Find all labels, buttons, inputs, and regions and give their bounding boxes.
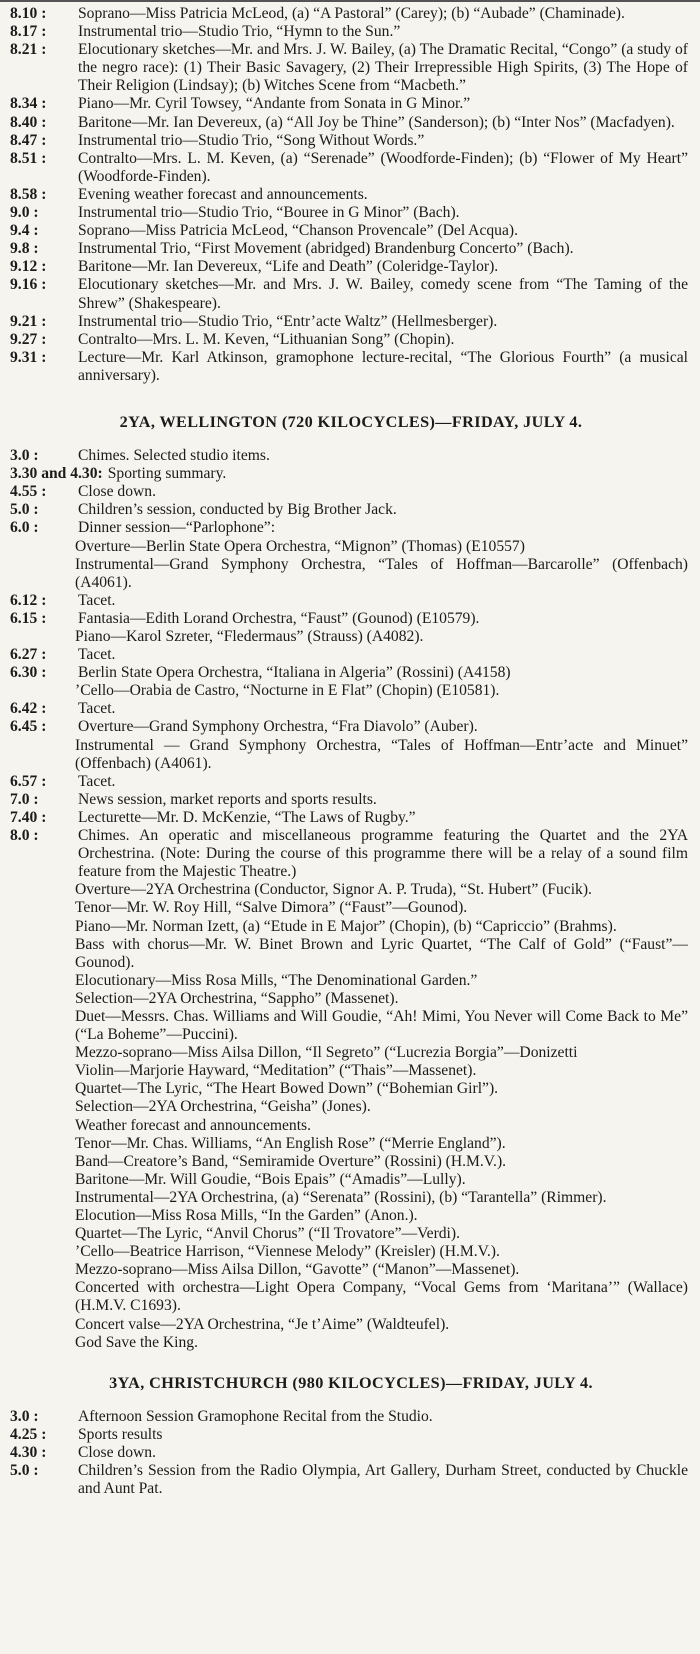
evening-item: Tenor—Mr. Chas. Williams, “An English Rose” (“Merrie England”). [75, 1134, 506, 1152]
entry-time: 6.27 : [10, 646, 47, 664]
entry-time: 6.12 : [10, 591, 47, 609]
entry-text: Baritone—Mr. Ian Devereux, “Life and Death” (Coleridge-Taylor). [78, 258, 499, 276]
programme-entry [10, 240, 692, 258]
entry-text: Evening weather forecast and announcements. [78, 185, 368, 203]
entry-time: 8.51 : [10, 149, 47, 167]
evening-item: Instrumental—2YA Orchestrina, (a) “Serenata” (Rossini), (b) “Tarantella” (Rimmer). [75, 1188, 607, 1206]
evening-item: Concerted with orchestra—Light Opera Company, “Vocal Gems from ‘Maritana’” (Wallace) (H.M.V. C1693). [75, 1279, 688, 1315]
entry-time: 4.25 : [10, 1425, 47, 1443]
programme-entry [10, 447, 692, 465]
programme-entry [10, 331, 692, 349]
programme-entry [10, 95, 692, 113]
programme-entry [10, 519, 692, 537]
top-rule [0, 0, 700, 2]
evening-item: ’Cello—Beatrice Harrison, “Viennese Melody” (Kreisler) (H.M.V.). [75, 1243, 500, 1261]
entry-text: Close down. [78, 1444, 156, 1462]
programme-entry [10, 258, 692, 276]
entry-text: Chimes. Selected studio items. [78, 447, 270, 465]
programme-entry [10, 718, 692, 736]
entry-time: 5.0 : [10, 501, 39, 519]
entry-time: 6.30 : [10, 664, 47, 682]
entry-time: 9.27 : [10, 330, 47, 348]
entry-text: Tacet. [78, 591, 116, 609]
entry-time: 9.8 : [10, 240, 39, 258]
entry-time: 3.0 : [10, 1407, 39, 1425]
programme-entry [10, 1444, 692, 1462]
entry-text: Instrumental Trio, “First Movement (abridged) Brandenburg Concerto” (Bach). [78, 240, 574, 258]
programme-entry [10, 222, 692, 240]
entry-text: Piano—Mr. Cyril Towsey, “Andante from Sonata in G Minor.” [78, 95, 471, 113]
programme-entry [10, 132, 692, 150]
evening-item: Quartet—The Lyric, “The Heart Bowed Down” (“Bohemian Girl”). [75, 1080, 499, 1098]
entry-time: 4.30 : [10, 1444, 47, 1462]
radio-programme-page [10, 5, 692, 1498]
evening-item: Overture—2YA Orchestrina (Conductor, Signor A. P. Truda), “St. Hubert” (Fucik). [75, 881, 592, 899]
entry-time: 7.40 : [10, 808, 47, 826]
evening-item: Band—Creatore’s Band, “Semiramide Overture” (Rossini) (H.M.V.). [75, 1152, 507, 1170]
entry-time: 8.58 : [10, 185, 47, 203]
entry-text: Contralto—Mrs. L. M. Keven, “Lithuanian Song” (Chopin). [78, 330, 455, 348]
programme-entry [10, 465, 692, 483]
entry-text: Soprano—Miss Patricia McLeod, “Chanson Provencale” (Del Acqua). [78, 222, 518, 240]
entry-time: 8.10 : [10, 5, 47, 22]
entry-time: 6.57 : [10, 772, 47, 790]
programme-entry [10, 204, 692, 222]
entry-text: Instrumental trio—Studio Trio, “Hymn to the Sun.” [78, 23, 401, 41]
entry-text: Lecture—Mr. Karl Atkinson, gramophone lecture-recital, “The Glorious Fourth” (a musical anniversary). [78, 348, 688, 384]
entry-text: Sports results [78, 1425, 163, 1443]
programme-entry [10, 592, 692, 610]
entry-text: Afternoon Session Gramophone Recital from the Studio. [78, 1407, 433, 1425]
section-1ya-continued [10, 5, 692, 385]
entry-text: Tacet. [78, 772, 116, 790]
programme-entry [10, 276, 692, 312]
programme-entry [10, 1408, 692, 1426]
programme-entry [10, 114, 692, 132]
entry-time: 8.21 : [10, 41, 47, 59]
programme-entry [10, 664, 692, 682]
entry-time: 8.34 : [10, 95, 47, 113]
entry-text: Dinner session—“Parlophone”: [78, 519, 276, 537]
entry-text: Tacet. [78, 646, 116, 664]
programme-entry [10, 313, 692, 331]
dinner-item: Piano—Karol Szreter, “Fledermaus” (Strauss) (A4082). [75, 628, 424, 645]
programme-entry [10, 1426, 692, 1444]
evening-item: Violin—Marjorie Hayward, “Meditation” (“Thais”—Massenet). [75, 1062, 477, 1080]
evening-item: Mezzo-soprano—Miss Ailsa Dillon, “Gavotte” (“Manon”—Massenet). [75, 1261, 520, 1279]
entry-time: 8.17 : [10, 23, 47, 41]
entry-text: Instrumental trio—Studio Trio, “Entr’acte Waltz” (Hellmesberger). [78, 312, 498, 330]
entry-text: Baritone—Mr. Ian Devereux, (a) “All Joy be Thine” (Sanderson); (b) “Inter Nos” (Macfadyen). [78, 113, 675, 131]
entry-time: 7.0 : [10, 790, 39, 808]
entry-text: Tacet. [78, 700, 116, 718]
evening-item: Elocution—Miss Rosa Mills, “In the Garden” (Anon.). [75, 1207, 418, 1224]
entry-time: 6.15 : [10, 609, 47, 627]
evening-item: Selection—2YA Orchestrina, “Sappho” (Massenet). [75, 989, 399, 1007]
entry-time: 3.0 : [10, 447, 39, 465]
entry-time: 9.0 : [10, 204, 39, 222]
programme-entry [10, 773, 692, 791]
entry-time: 8.0 : [10, 827, 39, 845]
entry-text: Berlin State Opera Orchestra, “Italiana in Algeria” (Rossini) (A4158) [78, 664, 511, 682]
entry-text: Instrumental trio—Studio Trio, “Bouree in G Minor” (Bach). [78, 204, 460, 222]
evening-item: Bass with chorus—Mr. W. Binet Brown and Lyric Quartet, “The Calf of Gold” (“Faust”—Gounod). [75, 935, 688, 971]
dinner-item: Instrumental — Grand Symphony Orchestra, “Tales of Hoffman—Entr’acte and Minuet” (Offenbach) (A4061). [75, 736, 688, 772]
programme-entry [10, 827, 692, 881]
evening-item: Concert valse—2YA Orchestrina, “Je t’Aime” (Waldteufel). [75, 1315, 450, 1333]
evening-item: Quartet—The Lyric, “Anvil Chorus” (“Il Trovatore”—Verdi). [75, 1225, 460, 1243]
entry-text: News session, market reports and sports results. [78, 790, 377, 808]
entry-time: 4.55 : [10, 483, 47, 501]
section-3ya [10, 1408, 692, 1498]
evening-item: Selection—2YA Orchestrina, “Geisha” (Jones). [75, 1098, 371, 1116]
entry-time: 9.12 : [10, 258, 47, 276]
entry-time: 6.42 : [10, 700, 47, 718]
section-2ya [10, 447, 692, 1352]
entry-text: Chimes. An operatic and miscellaneous programme featuring the Quartet and the 2YA Orchestrina. (Note: During the course of this programme there will be a relay of a sound film feature from the Majestic Theatre.) [78, 827, 688, 881]
programme-entry [10, 483, 692, 501]
entry-time: 9.4 : [10, 222, 39, 240]
evening-item: Tenor—Mr. W. Roy Hill, “Salve Dimora” (“Faust”—Gounod). [75, 899, 468, 917]
programme-entry [10, 41, 692, 95]
programme-entry [10, 501, 692, 519]
programme-entry [10, 809, 692, 827]
entry-text: Children’s Session from the Radio Olympia, Art Gallery, Durham Street, conducted by Chuckle and Aunt Pat. [78, 1462, 688, 1498]
entry-time: 6.45 : [10, 718, 47, 736]
evening-item: Mezzo-soprano—Miss Ailsa Dillon, “Il Segreto” (“Lucrezia Borgia”—Donizetti [75, 1044, 578, 1062]
entry-time: 8.47 : [10, 131, 47, 149]
entry-text: Contralto—Mrs. L. M. Keven, (a) “Serenade” (Woodforde-Finden); (b) “Flower of My Heart” (Woodforde-Finden). [78, 149, 688, 185]
evening-item: God Save the King. [75, 1333, 198, 1351]
programme-entry [10, 349, 692, 385]
programme-entry [10, 150, 692, 186]
evening-item: Baritone—Mr. Will Goudie, “Bois Epais” (“Amadis”—Lully). [75, 1170, 466, 1188]
entry-text: Children’s session, conducted by Big Brother Jack. [78, 501, 397, 519]
entry-time: 9.21 : [10, 312, 47, 330]
entry-text: Elocutionary sketches—Mr. and Mrs. J. W. Bailey, (a) The Dramatic Recital, “Congo” (a study of the negro race): (1) Their Basic Savagery, (2) Their Irrepressible High Spirits, (3) The Hope of Their Religion (Lindsay); (b) Witches Scene from “Macbeth.” [78, 41, 688, 95]
entry-text: Instrumental trio—Studio Trio, “Song Without Words.” [78, 131, 425, 149]
entry-text: Lecturette—Mr. D. McKenzie, “The Laws of Rugby.” [78, 808, 416, 826]
evening-item: Duet—Messrs. Chas. Williams and Will Goudie, “Ah! Mimi, You Never will Come Back to Me” (“La Boheme”—Puccini). [75, 1007, 688, 1044]
entry-text: Sporting summary. [107, 465, 227, 483]
entry-time: 8.40 : [10, 113, 47, 131]
programme-entry [10, 23, 692, 41]
entry-time: 3.30 and 4.30: [10, 465, 103, 483]
entry-text: Close down. [78, 483, 156, 501]
station-heading-3ya: 3YA, CHRISTCHURCH (980 KILOCYCLES)—FRIDAY, JULY 4. [109, 1373, 593, 1392]
evening-item: Weather forecast and announcements. [75, 1116, 312, 1134]
programme-entry [10, 186, 692, 204]
entry-text: Fantasia—Edith Lorand Orchestra, “Faust” (Gounod) (E10579). [78, 609, 480, 627]
entry-time: 6.0 : [10, 519, 39, 537]
entry-text: Soprano—Miss Patricia McLeod, (a) “A Pastoral” (Carey); (b) “Aubade” (Chaminade). [78, 5, 625, 22]
station-heading-2ya: 2YA, WELLINGTON (720 KILOCYCLES)—FRIDAY, JULY 4. [119, 412, 583, 431]
dinner-item: Overture—Berlin State Opera Orchestra, “Mignon” (Thomas) (E10557) [75, 537, 525, 555]
evening-item: Elocutionary—Miss Rosa Mills, “The Denominational Garden.” [75, 971, 478, 989]
programme-entry [10, 700, 692, 718]
evening-item: Piano—Mr. Norman Izett, (a) “Etude in E Major” (Chopin), (b) “Capriccio” (Brahms). [75, 917, 617, 935]
programme-entry [10, 1462, 692, 1498]
programme-entry [10, 5, 692, 23]
programme-entry [10, 610, 692, 628]
dinner-item: Instrumental—Grand Symphony Orchestra, “Tales of Hoffman—Barcarolle” (Offenbach) (A4061). [75, 555, 688, 591]
dinner-item: ’Cello—Orabia de Castro, “Nocturne in E Flat” (Chopin) (E10581). [75, 682, 500, 700]
entry-text: Elocutionary sketches—Mr. and Mrs. J. W. Bailey, comedy scene from “The Taming of the Shrew” (Shakespeare). [78, 276, 688, 312]
programme-entry [10, 791, 692, 809]
entry-text: Overture—Grand Symphony Orchestra, “Fra Diavolo” (Auber). [78, 718, 478, 736]
entry-time: 9.31 : [10, 348, 47, 366]
entry-time: 5.0 : [10, 1462, 39, 1480]
entry-time: 9.16 : [10, 276, 47, 294]
programme-entry [10, 646, 692, 664]
